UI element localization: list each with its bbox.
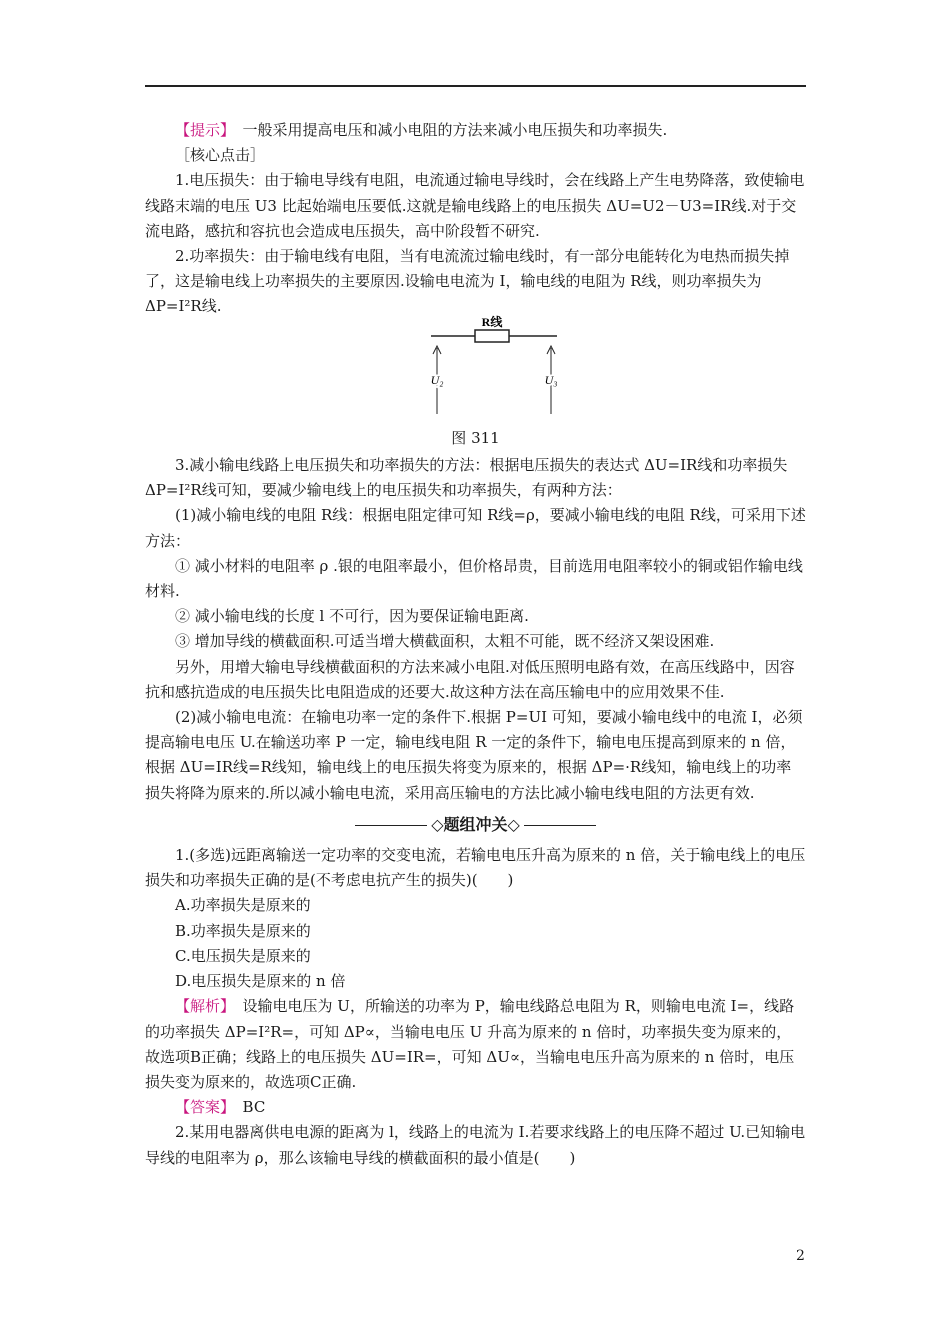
u3-label: U₃: [544, 372, 558, 387]
para-reduce-current: (2)减小输电电流：在输电功率一定的条件下.根据 P=UI 可知，要减小输电线中的电流 I，必须提高输电电压 U.在输送功率 P 一定，输电线电阻 R 一定的条件下，输电电压提高到原来的 n 倍，根据 ΔU=IR线=R线知，输电线上的电压损失将变为原来的，根据 ΔP=·R线知，输电线上的功率损失将降为原来的.所以减小输电电流，采用高压输电的方法比减小输电线电阻的方法更有效.: [145, 708, 803, 802]
hint-text: 一般采用提高电压和减小电阻的方法来减小电压损失和功率损失.: [242, 121, 668, 139]
analysis-paragraph: [145, 994, 806, 1095]
para-additional: 另外，用增大输电导线横截面积的方法来减小电阻.对低压照明电路有效，在高压线路中，因容抗和感抗造成的电压损失比电阻造成的还要大.故这种方法在高压输电中的应用效果不佳.: [145, 657, 795, 701]
u2-label: U₂: [430, 372, 444, 387]
page-body: [145, 118, 806, 1171]
option-c: C.电压损失是原来的: [175, 946, 311, 965]
list-item: ② 减小输电线的长度 l 不可行，因为要保证输电距离.: [175, 607, 529, 626]
para-voltage-loss: 1.电压损失：由于输电导线有电阻，电流通过输电导线时，会在线路上产生电势降落，致使输电线路末端的电压 U3 比起始端电压要低.这就是输电线路上的电压损失 ΔU=U2－U3=IR线.对于交流电路，感抗和容抗也会造成电压损失，高中阶段暂不研究.: [145, 171, 805, 240]
para-reduce-resistance: (1)减小输电线的电阻 R线：根据电阻定律可知 R线=ρ，要减小输电线的电阻 R线，可采用下述方法：: [145, 506, 806, 550]
para-power-loss: 2.功率损失：由于输电线有电阻，当有电流流过输电线时，有一部分电能转化为电热而损失掉了，这是输电线上功率损失的主要原因.设输电电流为 I，输电线的电阻为 R线，则功率损失为 ΔP=I²R线.: [145, 247, 790, 316]
question-1-stem: 1.(多选)远距离输送一定功率的交变电流，若输电电压升高为原来的 n 倍，关于输电线上的电压损失和功率损失正确的是(不考虑电抗产生的损失)( ): [145, 846, 806, 890]
analysis-label: 【解析】: [175, 997, 228, 1016]
list-item: ③ 增加导线的横截面积.可适当增大横截面积，太粗不可能，既不经济又架设困难.: [175, 632, 715, 651]
resistor-label: R线: [481, 314, 503, 329]
resistor: [475, 330, 509, 342]
para-methods: 3.减小输电线路上电压损失和功率损失的方法：根据电压损失的表达式 ΔU=IR线和功率损失 ΔP=I²R线可知，要减少输电线上的电压损失和功率损失，有两种方法：: [145, 456, 788, 500]
analysis-text: 设输电电压为 U，所输送的功率为 P，输电线路总电阻为 R，则输电电流 I=，线路的功率损失 ΔP=I²R=，可知 ΔP∝，当输电电压 U 升高为原来的 n 倍时，功率损失变为原来的，故选项B正确；线路上的电压损失 ΔU=IR=，可知 ΔU∝，当输电电压升高为原来的 n 倍时，电压损失变为原来的，故选项C正确.: [145, 997, 795, 1091]
hint-paragraph: [145, 118, 806, 143]
list-item: ① 减小材料的电阻率 ρ .银的电阻率最小，但价格昂贵，目前选用电阻率较小的铜或铝作输电线材料.: [145, 556, 803, 601]
answer-label: 【答案】: [175, 1098, 228, 1117]
option-b: B.功率损失是原来的: [175, 921, 311, 940]
hint-label: 【提示】: [175, 121, 228, 139]
section-banner: [145, 812, 806, 837]
option-a: A.功率损失是原来的: [175, 896, 311, 915]
page-number: 2: [796, 1248, 805, 1264]
core-title: ［核心点击］: [175, 146, 266, 165]
answer-paragraph: [145, 1095, 806, 1120]
header-rule: [145, 85, 806, 87]
answer-text: BC: [242, 1098, 266, 1117]
banner-title: ◇题组冲关◇: [431, 814, 520, 834]
option-d: D.电压损失是原来的 n 倍: [175, 972, 346, 991]
question-2-stem: 2.某用电器离供电电源的距离为 l，线路上的电流为 I.若要求线路上的电压降不超过 U.已知输电导线的电阻率为 ρ，那么该输电导线的横截面积的最小值是( ): [145, 1123, 806, 1167]
figure-caption: 图 311: [451, 428, 500, 447]
circuit-figure: [145, 314, 806, 418]
